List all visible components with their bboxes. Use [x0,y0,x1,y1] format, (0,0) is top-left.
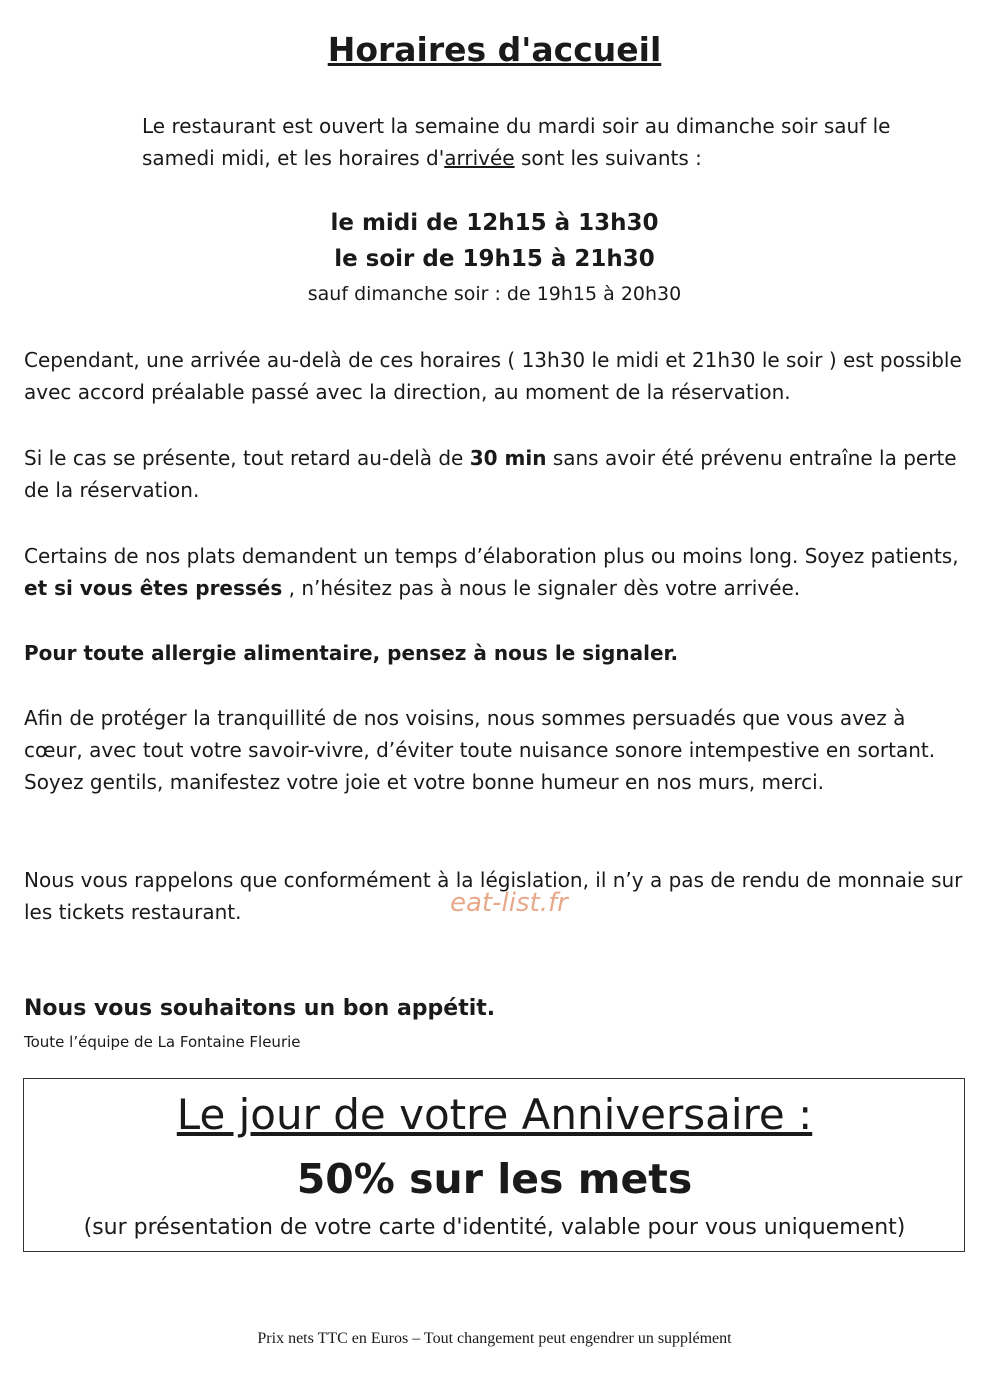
late-text-1: Si le cas se présente, tout retard au-delà de [24,446,470,470]
paragraph-dishes [24,540,964,604]
dishes-bold: et si vous êtes pressés [24,576,283,600]
hours-soir: le soir de 19h15 à 21h30 [334,246,655,272]
birthday-title: Le jour de votre Anniversaire : [176,1090,813,1139]
intro-text-1: Le restaurant est ouvert la semaine du mardi soir au dimanche soir sauf le samedi midi, et les horaires d' [142,114,891,170]
hours-midi: le midi de 12h15 à 13h30 [330,210,659,236]
footer-note: Prix nets TTC en Euros – Tout changement peut engendrer un supplément [257,1330,732,1347]
late-text-2: sans avoir été prévenu entraîne la perte de la réservation. [24,446,957,502]
watermark: eat-list.fr [450,888,568,918]
dishes-text-1: Certains de nos plats demandent un temps d’élaboration plus ou moins long. Soyez patients, [24,544,959,568]
birthday-note: (sur présentation de votre carte d'identité, valable pour vous uniquement) [83,1215,906,1240]
signature: Toute l’équipe de La Fontaine Fleurie [24,1033,301,1051]
late-bold: 30 min [469,446,547,470]
dishes-text-2: , n’hésitez pas à nous le signaler dès votre arrivée. [282,576,801,600]
intro-text-2: sont les suivants : [514,146,702,170]
paragraph-neighbors: Afin de protéger la tranquillité de nos voisins, nous sommes persuadés que vous avez à cœur, avec tout votre savoir-vivre, d’éviter toute nuisance sonore intempestive en sortant. Soyez gentils, manifestez votre joie et votre bonne humeur en nos murs, merci. [24,706,936,794]
intro-paragraph [24,110,964,174]
closing-wish: Nous vous souhaitons un bon appétit. [24,996,496,1021]
birthday-offer: 50% sur les mets [296,1155,693,1203]
paragraph-beyond-hours: Cependant, une arrivée au-delà de ces horaires ( 13h30 le midi et 21h30 le soir ) est possible avec accord préalable passé avec la direction, au moment de la réservation. [24,348,962,404]
intro-underlined: arrivée [444,146,515,170]
paragraph-tickets: Nous vous rappelons que conformément à la législation, il n’y a pas de rendu de monnaie sur les tickets restaurant. [24,868,963,924]
paragraph-late [24,442,964,506]
page-title: Horaires d'accueil [327,30,662,69]
hours-sunday: sauf dimanche soir : de 19h15 à 20h30 [307,283,682,305]
paragraph-allergy: Pour toute allergie alimentaire, pensez à nous le signaler. [24,641,679,665]
